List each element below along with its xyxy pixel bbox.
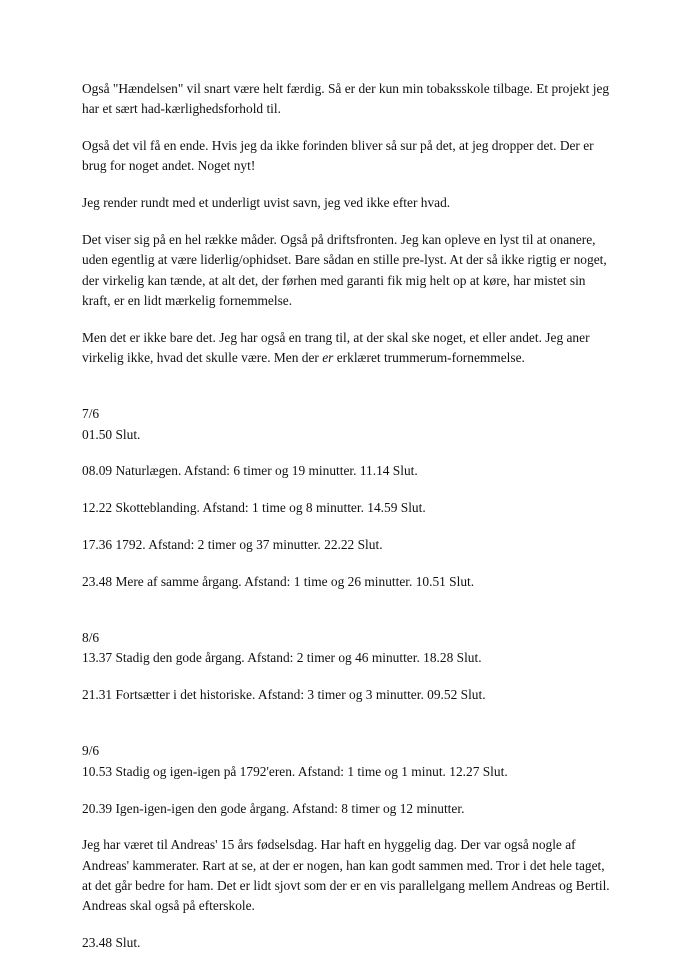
- log-entry: 01.50 Slut.: [82, 426, 141, 442]
- date-heading: 7/6: [82, 406, 100, 422]
- log-entry: 10.53 Stadig og igen-igen på 1792'eren. Afstand: 1 time og 1 minut. 12.27 Slut.: [82, 763, 508, 779]
- date-heading: 8/6: [82, 630, 100, 646]
- intro-paragraph-1: Også "Hændelsen" vil snart være helt færdig. Så er der kun min tobaksskole tilbage. Et projekt jeg har et sært had-kærlighedsforhold til.: [82, 81, 610, 117]
- date-heading: 9/6: [82, 743, 100, 759]
- log-entry: 23.48 Mere af samme årgang. Afstand: 1 time og 26 minutter. 10.51 Slut.: [82, 573, 475, 589]
- log-entry: 21.31 Fortsætter i det historiske. Afstand: 3 timer og 3 minutter. 09.52 Slut.: [82, 687, 486, 703]
- log-entry: 08.09 Naturlægen. Afstand: 6 timer og 19 minutter. 11.14 Slut.: [82, 463, 418, 479]
- diary-paragraph: Jeg har været til Andreas' 15 års fødselsdag. Har haft en hyggelig dag. Der var også nogle af Andreas' kammerater. Rart at se, at der er nogen, han kan godt sammen med. Tror i det hele taget, at det går bedre for ham. Det er lidt sjovt som der er en vis parallelgang mellem Andreas og Bertil. Andreas skal også på efterskole.: [82, 837, 610, 914]
- intro-paragraph-5-start: Men det er ikke bare det. Jeg har også en trang til, at der skal ske noget, et eller andet. Jeg aner virkelig ikke, hvad det skulle være. Men der: [82, 329, 590, 365]
- document-page: [82, 79, 612, 970]
- log-entry: 23.48 Slut.: [82, 935, 141, 951]
- diary-day-1: [82, 404, 612, 592]
- intro-paragraph-2: Også det vil få en ende. Hvis jeg da ikke forinden bliver så sur på det, at jeg dropper det. Der er brug for noget andet. Noget nyt!: [82, 138, 594, 174]
- log-entry: 12.22 Skotteblanding. Afstand: 1 time og 8 minutter. 14.59 Slut.: [82, 500, 426, 516]
- log-entry: 20.39 Igen-igen-igen den gode årgang. Afstand: 8 timer og 12 minutter.: [82, 800, 465, 816]
- intro-paragraph-4: Det viser sig på en hel række måder. Også på driftsfronten. Jeg kan opleve en lyst til at onanere, uden egentlig at være liderlig/ophidset. Bare sådan en stille pre-lyst. At der så ikke rigtig er noget, der virkelig kan tænde, at alt det, der førhen med garanti fik mig helt op at køre, har mistet sin kraft, er en lidt mærkelig fornemmelse.: [82, 231, 607, 308]
- log-entry: 17.36 1792. Afstand: 2 timer og 37 minutter. 22.22 Slut.: [82, 536, 383, 552]
- diary-day-3: [82, 741, 612, 953]
- intro-paragraph-5: [82, 328, 612, 369]
- intro-paragraph-5-end: erklæret trummerum-fornemmelse.: [333, 349, 525, 365]
- log-entry: 13.37 Stadig den gode årgang. Afstand: 2 timer og 46 minutter. 18.28 Slut.: [82, 650, 482, 666]
- emphasized-word: er: [322, 349, 334, 365]
- diary-day-2: [82, 628, 612, 705]
- intro-paragraph-3: Jeg render rundt med et underligt uvist savn, jeg ved ikke efter hvad.: [82, 195, 451, 211]
